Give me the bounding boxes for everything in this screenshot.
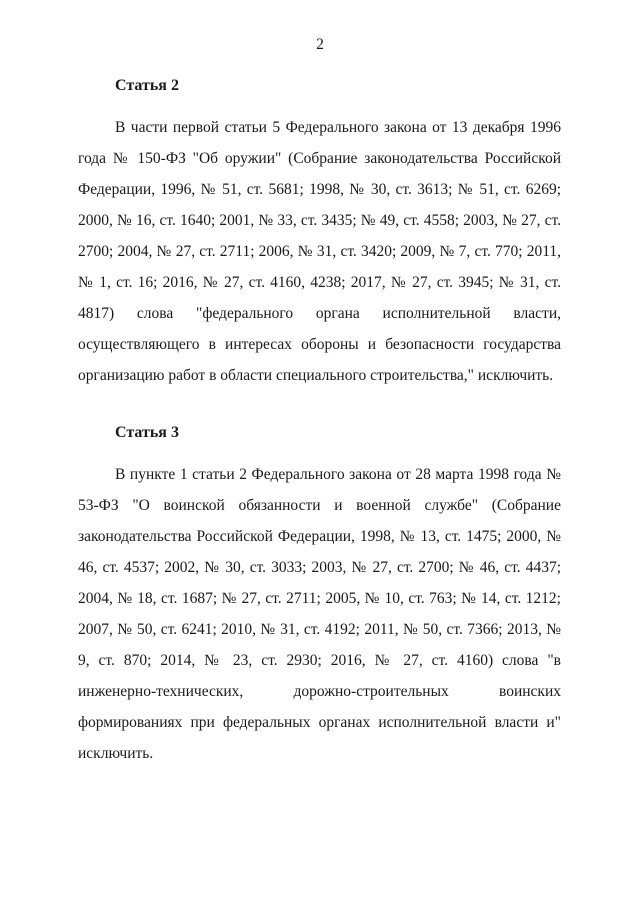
article-2-heading: Статья 2: [115, 77, 179, 94]
article-3-text: В пункте 1 статьи 2 Федерального закона от 28 марта 1998 года № 53-ФЗ "О воинской обязанности и военной службе" (Собрание законодательства Российской Федерации, 1998, № 13, ст. 1475; 2000, № 46, ст. 4537; 2002, № 30, ст. 3033; 2003, № 27, ст. 2700; № 46, ст. 4437; 2004, № 18, ст. 1687; № 27, ст. 2711; 2005, № 10, ст. 763; № 14, ст. 1212; 2007, № 50, ст. 6241; 2010, № 31, ст. 4192; 2011, № 50, ст. 7366; 2013, № 9, ст. 870; 2014, № 23, ст. 2930; 2016, № 27, ст. 4160) слова "в инженерно-технических, дорожно-строительных воинских формированиях при федеральных органах исполнительной власти и" исключить.: [78, 466, 561, 762]
article-3-heading: Статья 3: [115, 424, 179, 441]
article-2-text: В части первой статьи 5 Федерального закона от 13 декабря 1996 года № 150-ФЗ "Об оружии" (Собрание законодательства Российской Федерации, 1996, № 51, ст. 5681; 1998, № 30, ст. 3613; № 51, ст. 6269; 2000, № 16, ст. 1640; 2001, № 33, ст. 3435; № 49, ст. 4558; 2003, № 27, ст. 2700; 2004, № 27, ст. 2711; 2006, № 31, ст. 3420; 2009, № 7, ст. 770; 2011, № 1, ст. 16; 2016, № 27, ст. 4160, 4238; 2017, № 27, ст. 3945; № 31, ст. 4817) слова "федерального органа исполнительной власти, осуществляющего в интересах обороны и безопасности государства организацию работ в области специального строительства," исключить.: [78, 119, 561, 384]
article-2: [78, 76, 561, 391]
article-3: [78, 423, 561, 769]
page-number: 2: [316, 36, 324, 53]
